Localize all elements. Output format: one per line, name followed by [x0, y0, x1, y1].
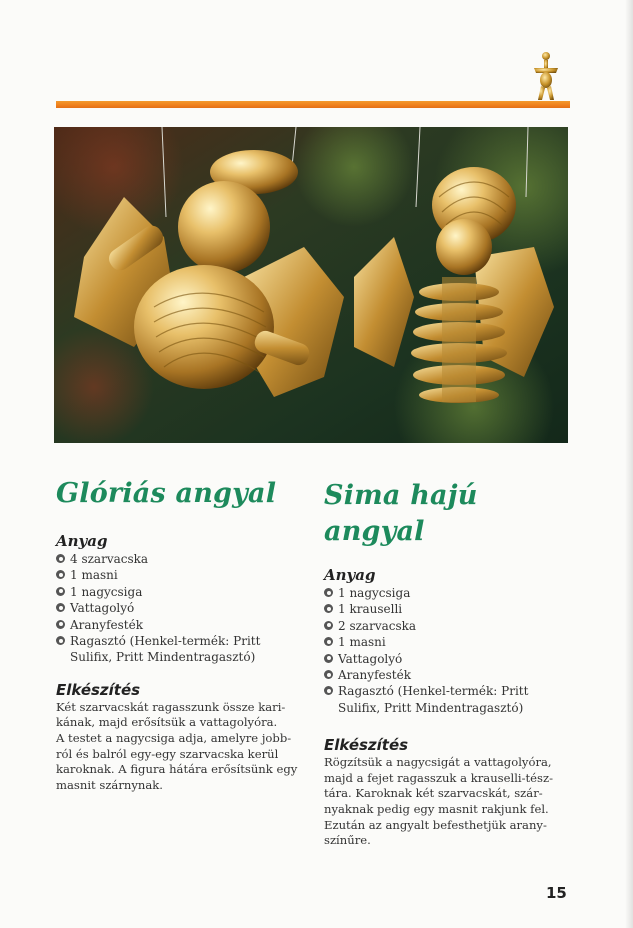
- orange-divider-stripe: [56, 101, 570, 108]
- ring-bullet-icon: [324, 604, 333, 613]
- list-item: 1 masni: [56, 567, 306, 583]
- method-line: karoknak. A figura hátára erősítsünk egy: [56, 762, 298, 777]
- method-line: színűre.: [324, 833, 371, 848]
- method-line: masnit szárnynak.: [56, 777, 163, 792]
- ring-bullet-icon: [324, 621, 333, 630]
- list-item: Vattagolyó: [324, 651, 564, 667]
- method-line: majd a fejet ragasszuk a krauselli-tész-: [324, 770, 554, 785]
- recipe-title: [324, 478, 564, 550]
- list-item: 4 szarvacska: [56, 551, 306, 567]
- method-line: kának, majd erősítsük a vattagolyóra.: [56, 715, 278, 730]
- materials-heading: Anyag: [56, 532, 108, 550]
- method-text: [324, 755, 564, 849]
- list-item: Ragasztó (Henkel-termék: Pritt Sulifix, Pritt Mindentragasztó): [324, 683, 564, 716]
- ring-bullet-icon: [56, 636, 65, 645]
- list-item: 1 krauselli: [324, 601, 564, 617]
- recipe-right: [324, 478, 564, 849]
- ring-bullet-icon: [324, 654, 333, 663]
- page-edge-shadow: [625, 0, 633, 928]
- ring-bullet-icon: [324, 686, 333, 695]
- list-item: 1 masni: [324, 634, 564, 650]
- ring-bullet-icon: [56, 587, 65, 596]
- method-line: Két szarvacskát ragasszunk össze kari-: [56, 699, 286, 714]
- recipe-title: Glóriás angyal: [56, 478, 277, 509]
- ring-bullet-icon: [324, 637, 333, 646]
- ring-bullet-icon: [56, 620, 65, 629]
- ring-bullet-icon: [324, 588, 333, 597]
- page-number: 15: [546, 884, 567, 902]
- ring-bullet-icon: [56, 570, 65, 579]
- ring-bullet-icon: [56, 603, 65, 612]
- method-line: Ezután az angyalt befesthetjük arany-: [324, 817, 547, 832]
- method-line: nyaknak pedig egy masnit rakjunk fel.: [324, 802, 549, 817]
- materials-list: [324, 585, 564, 716]
- list-item: Aranyfesték: [56, 617, 306, 633]
- list-item: Ragasztó (Henkel-termék: Pritt Sulifix, Pritt Mindentragasztó): [56, 633, 306, 666]
- list-item: 2 szarvacska: [324, 618, 564, 634]
- method-line: Rögzítsük a nagycsigát a vattagolyóra,: [324, 755, 552, 770]
- list-item: Vattagolyó: [56, 600, 306, 616]
- ring-bullet-icon: [324, 670, 333, 679]
- recipe-left: [56, 476, 306, 793]
- gold-pasta-angel-icon: [532, 48, 568, 104]
- golden-pasta-angels-photo: [54, 127, 568, 443]
- materials-list: [56, 551, 306, 666]
- method-line: tára. Karoknak két szarvacskát, szár-: [324, 786, 543, 801]
- method-text: [56, 700, 306, 794]
- method-heading: Elkészítés: [324, 736, 409, 755]
- title-line: Sima hajú: [324, 480, 478, 511]
- list-item: Aranyfesték: [324, 667, 564, 683]
- method-line: A testet a nagycsiga adja, amelyre jobb-: [56, 731, 292, 746]
- list-item: 1 nagycsiga: [56, 584, 306, 600]
- ring-bullet-icon: [56, 554, 65, 563]
- materials-heading: Anyag: [324, 566, 376, 584]
- title-line: angyal: [324, 516, 425, 547]
- method-line: ról és balról egy-egy szarvacska kerül: [56, 746, 279, 761]
- list-item: 1 nagycsiga: [324, 585, 564, 601]
- method-heading: Elkészítés: [56, 680, 141, 699]
